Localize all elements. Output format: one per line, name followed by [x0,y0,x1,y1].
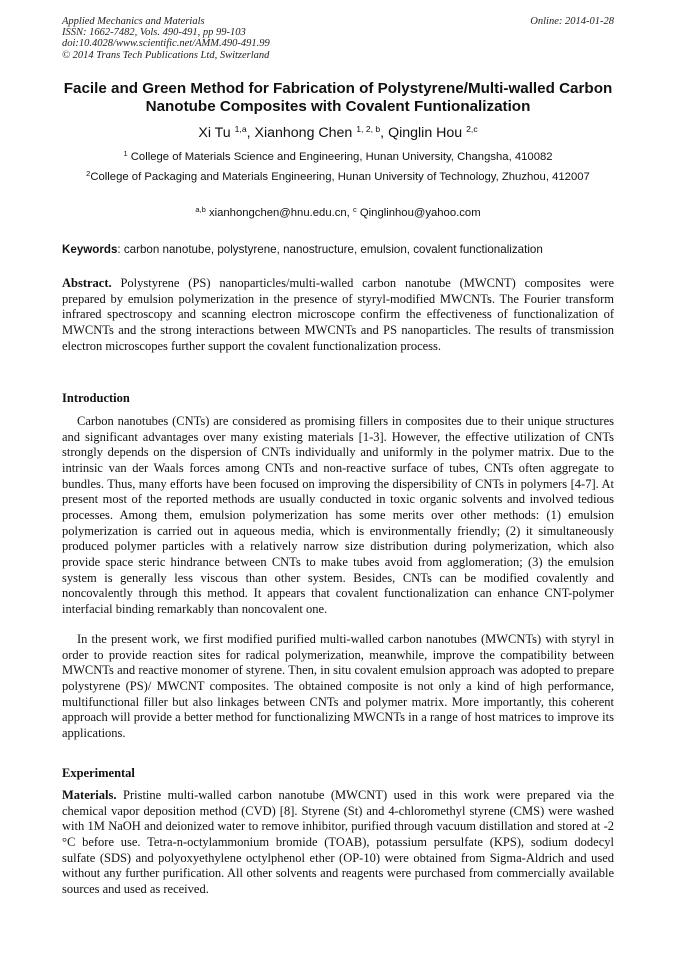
affiliation-mark: 2 [86,169,91,178]
keywords-text: : carbon nanotube, polystyrene, nanostructure, emulsion, covalent functionalization [117,243,543,256]
author-separator: , [380,125,389,141]
email-address[interactable]: Qinglinhou@yahoo.com [359,207,481,219]
section-heading-introduction: Introduction [62,391,130,405]
author-name: Xi Tu [198,125,231,141]
author-separator: , [246,125,255,141]
email-address[interactable]: xianhongchen@hnu.edu.cn, [208,207,350,219]
copyright-line: © 2014 Trans Tech Publications Ltd, Switzerland [62,49,270,61]
affiliation-1 [62,150,614,166]
paper-title: Facile and Green Method for Fabrication of Polystyrene/Multi-walled Carbon Nanotube Composites with Covalent Funtionalization [63,80,613,115]
author-affiliation-mark: 2,c [466,124,478,134]
online-date: Online: 2014-01-28 [530,16,614,27]
affiliation-mark: 1 [123,149,128,158]
issn-line: ISSN: 1662-7482, Vols. 490-491, pp 99-103 [62,27,246,39]
affiliation-text: College of Packaging and Materials Engineering, Hunan University of Technology, Zhuzhou, 412007 [90,171,590,183]
keywords [62,242,614,257]
abstract-label: Abstract. [62,276,112,290]
journal-header [62,16,614,61]
email-line [62,206,614,222]
email-mark: a,b [195,205,206,214]
materials-text: Pristine multi-walled carbon nanotube (MWCNT) used in this work were prepared via the chemical vapor deposition method (CVD) [8]. Styrene (St) and 4-chloromethyl styrene (CMS) were washed with 1M NaOH and deionized water to remove inhibitor, purified through vacuum distillation and stored at -2 °C before use. Tetra-n-octylammonium bromide (TOAB), potassium persulfate (KPS), sodium dodecyl sulfate (SDS) and polyoxyethylene octylphenol ether (OP-10) were obtained from Sigma-Aldrich and used without any further purification. All other solvents and reagents were purchased from commercially available sources and used as received. [62,788,614,896]
introduction-paragraph-2: In the present work, we first modified purified multi-walled carbon nanotubes (MWCNTs) with styryl in order to provide reaction sites for radical polymerization, meanwhile, improve the compatibility between MWCNTs and reactive monomer of styrene. Then, in situ covalent emulsion approach was adopted to prepare polystyrene (PS)/ MWCNT composites. The obtained composite is not only a kind of high performance, multifunctional filler but also linkages between CNTs and polymer matrix. More importantly, this coherent approach will provide a better method for functionalizing MWCNTs in a range of host matrices to improve its applications. [62,632,614,740]
journal-name: Applied Mechanics and Materials [62,16,205,27]
author-list [62,124,614,142]
doi-line: doi:10.4028/www.scientific.net/AMM.490-491.99 [62,38,270,50]
abstract [62,276,614,354]
author-name: Xianhong Chen [254,125,353,141]
materials-label: Materials. [62,788,117,802]
section-heading-experimental: Experimental [62,766,135,780]
keywords-label: Keywords [62,243,118,256]
introduction-paragraph-1: Carbon nanotubes (CNTs) are considered as promising fillers in composites due to their unique structures and significant advantages over many existing materials [1-3]. However, the effective utilization of CNTs strongly depends on the dispersion of CNTs individually and uniformly in the polymer matrix. Due to the intrinsic van der Waals forces among CNTs and non-reactive surface of tubes, CNTs often aggregate to bundles. Thus, many efforts have been focused on improving the dispersibility of CNTs in polymers [4-7]. At present most of the reported methods are usually conducted in toxic organic solvents and involved tedious processes. Among them, emulsion polymerization has some merits over other methods: (1) emulsion polymerization is carried out in aqueous media, which is environmentally friendly; (2) it simultaneously produced polymer particles with a relatively narrow size distribution during polymerization, which also provide space steric hindrance between CNTs to make tubes avoid from agglomeration; (3) the emulsion system is generally less viscous than other system. Besides, CNTs can be modified covalently and noncovalently through this method. It appears that covalent functionalization can enhance CNT-polymer interfacial binding remarkably than noncovalent one. [62,414,614,616]
affiliation-2 [62,170,614,186]
author-affiliation-mark: 1,a [234,124,247,134]
affiliation-text: College of Materials Science and Engineering, Hunan University, Changsha, 410082 [130,151,553,163]
author-name: Qinglin Hou [388,125,463,141]
author-affiliation-mark: 1, 2, b [356,124,381,134]
materials-paragraph [62,788,614,898]
email-mark: c [352,205,357,214]
abstract-text: Polystyrene (PS) nanoparticles/multi-walled carbon nanotube (MWCNT) composites were prepared by emulsion polymerization in the presence of styryl-modified MWCNTs. The Fourier transform infrared spectroscopy and scanning electron microscope confirm the effectiveness of functionalization of MWCNTs and the strong interactions between MWCNTs and PS nanoparticles. The results of transmission electron microscopes further support the covalent functionalization process. [62,276,614,353]
